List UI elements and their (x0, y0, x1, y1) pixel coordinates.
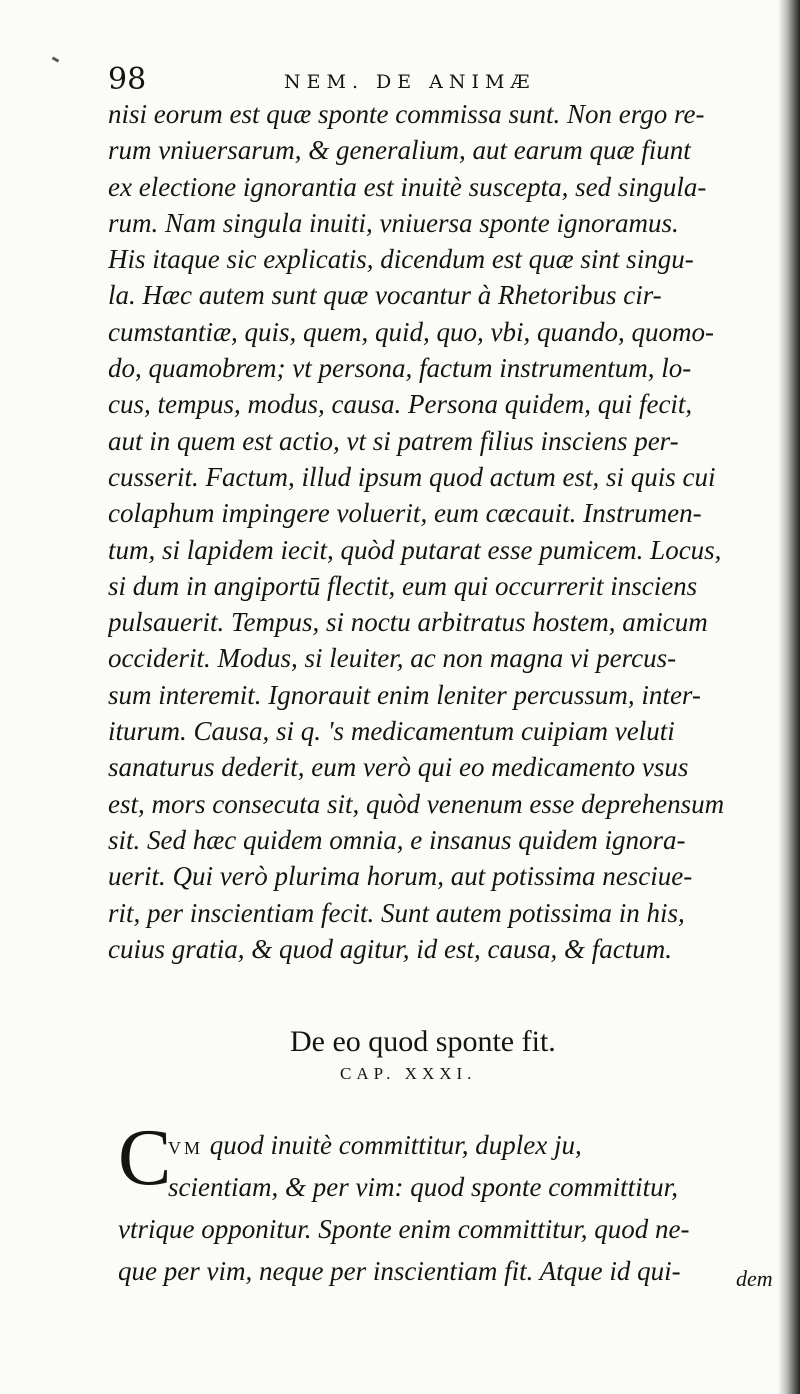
chapter-text (118, 1124, 788, 1292)
text-line: ex electione ignorantia est inuitè suscepta, sed singula- (108, 171, 707, 202)
scan-speck (52, 56, 60, 62)
text-line: uerit. Qui verò plurima horum, aut potissima nesciue- (108, 861, 693, 892)
text-line: tum, si lapidem iecit, quòd putarat esse pumicem. Locus, (108, 534, 722, 565)
body-text (108, 96, 788, 967)
page-header (108, 60, 688, 100)
catchword: dem (736, 1266, 773, 1291)
chapter-title: De eo quod sponte fit. (290, 1025, 556, 1058)
text-line: si dum in angiportū flectit, eum qui occurrerit insciens (108, 570, 698, 601)
text-line: rum vniuersarum, & generalium, aut earum quæ fiunt (108, 135, 691, 166)
chapter-line: vtrique opponitur. Sponte enim committitur, quod ne- (118, 1214, 690, 1244)
text-line: do, quamobrem; vt persona, factum instrumentum, lo- (108, 353, 692, 384)
text-line: cuius gratia, & quod agitur, id est, causa, & factum. (108, 933, 672, 964)
chapter-first-line (118, 1124, 788, 1166)
first-line-rest: quod inuitè committitur, duplex ju, (203, 1130, 582, 1160)
chapter-number: CAP. XXXI. (340, 1064, 477, 1083)
text-line: la. Hæc autem sunt quæ vocantur à Rhetoribus cir- (108, 280, 662, 311)
text-line: cusserit. Factum, illud ipsum quod actum est, si quis cui (108, 461, 716, 492)
text-line: occiderit. Modus, si leuiter, ac non magna vi percus- (108, 643, 677, 674)
text-line: His itaque sic explicatis, dicendum est quæ sint singu- (108, 244, 694, 275)
running-head: NEM. DE ANIMÆ (284, 71, 536, 93)
page-number: 98 (108, 62, 147, 97)
text-line: aut in quem est actio, vt si patrem filius insciens per- (108, 425, 679, 456)
chapter-line: que per vim, neque per inscientiam fit. Atque id qui- (118, 1256, 681, 1286)
text-line: sum interemit. Ignorauit enim leniter percussum, inter- (108, 679, 701, 710)
text-line: rit, per inscientiam fecit. Sunt autem potissima in his, (108, 897, 685, 928)
text-line: sit. Sed hæc quidem omnia, e insanus quidem ignora- (108, 824, 686, 855)
text-line: rum. Nam singula inuiti, vniuersa sponte ignoramus. (108, 207, 679, 238)
text-line: est, mors consecuta sit, quòd venenum esse deprehensum (108, 788, 725, 819)
text-line: colaphum impingere voluerit, eum cæcauit. Instrumen- (108, 498, 702, 529)
text-line: cumstantiæ, quis, quem, quid, quo, vbi, quando, quomo- (108, 316, 714, 347)
text-line: pulsauerit. Tempus, si noctu arbitratus hostem, amicum (108, 607, 708, 638)
drop-cap: C (118, 1114, 172, 1202)
small-caps-opening: VM (168, 1138, 204, 1158)
text-line: cus, tempus, modus, causa. Persona quidem, qui fecit, (108, 389, 693, 420)
text-line: sanaturus dederit, eum verò qui eo medicamento vsus (108, 752, 689, 783)
chapter-line: scientiam, & per vim: quod sponte committitur, (168, 1172, 678, 1202)
text-line: iturum. Causa, si q. 's medicamentum cuipiam veluti (108, 716, 675, 747)
text-line: nisi eorum est quæ sponte commissa sunt. Non ergo re- (108, 99, 705, 129)
